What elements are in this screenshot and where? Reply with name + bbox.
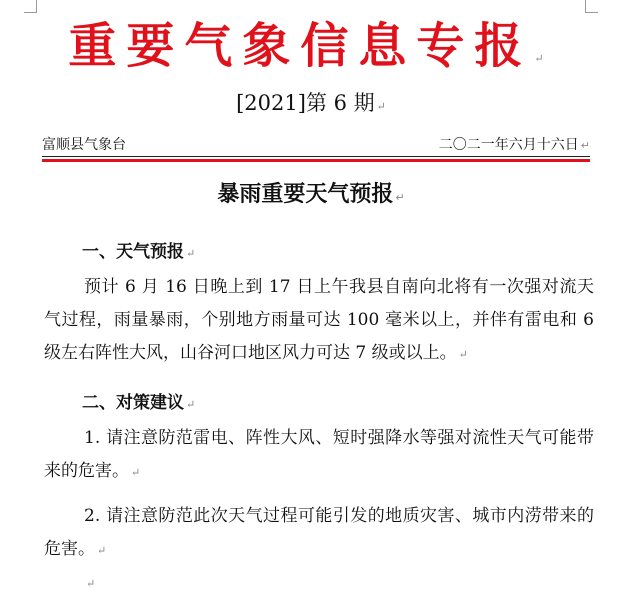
paragraph-mark: ↵: [186, 398, 196, 411]
empty-paragraph[interactable]: [44, 566, 594, 600]
paragraph-mark: ↵: [376, 100, 386, 113]
issuer-name[interactable]: 富顺县气象台: [42, 137, 126, 153]
paragraph-mark: ↵: [395, 191, 405, 204]
page-corner-mark-left: [24, 0, 37, 13]
paragraph-forecast[interactable]: 预计 6 月 16 日晚上到 17 日上午我县自南向北将有一次强对流天气过程，雨量暴雨，个别地方雨量可达 100 毫米以上，并伴有雷电和 6 级左右阵性大风，山谷河口地区风力可达 7 级或以上。 ↵: [44, 277, 594, 363]
paragraph-mark: ↵: [186, 247, 196, 260]
issuer-date-row[interactable]: [42, 134, 590, 156]
header-divider-thin: [42, 156, 590, 157]
paragraph-mark: ↵: [458, 348, 468, 361]
section-heading-advice[interactable]: 二、对策建议 ↵: [82, 393, 196, 413]
issue-number[interactable]: [2021]第 6 期 ↵: [236, 91, 386, 115]
document-heading[interactable]: 暴雨重要天气预报 ↵: [217, 182, 405, 207]
paragraph-mark: ↵: [534, 52, 554, 65]
header-divider-red: [42, 159, 590, 162]
paragraph-mark: ↵: [131, 466, 141, 479]
paragraph-advice-1[interactable]: 1. 请注意防范雷电、阵性大风、短时强降水等强对流性天气可能带来的危害。 ↵: [44, 428, 594, 481]
paragraph-mark: ↵: [97, 544, 107, 557]
section-heading-forecast[interactable]: 一、天气预报 ↵: [82, 242, 196, 262]
paragraph-advice-2[interactable]: 2. 请注意防范此次天气过程可能引发的地质灾害、城市内涝带来的危害。 ↵: [44, 506, 594, 559]
paragraph-mark: ↵: [86, 577, 96, 590]
page-corner-mark-right: [585, 0, 598, 13]
page-title[interactable]: 重要气象信息专报 ↵: [68, 18, 554, 74]
paragraph-mark: ↵: [580, 139, 590, 152]
issue-date[interactable]: 二〇二一年六月十六日 ↵: [438, 137, 590, 153]
